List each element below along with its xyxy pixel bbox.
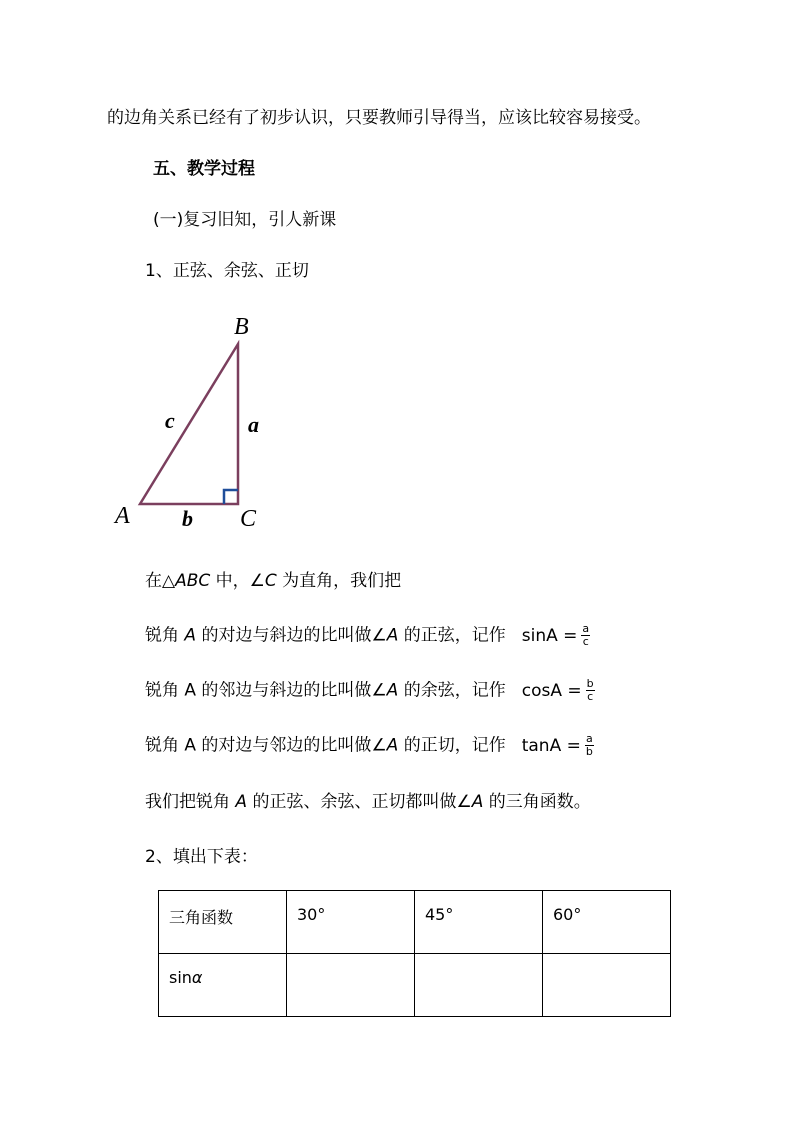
text-fragment: 的对边与斜边的比叫做 xyxy=(196,625,372,646)
table-cell-empty xyxy=(287,954,415,1017)
angle-symbol: ∠C xyxy=(249,571,277,591)
angle-variable: A xyxy=(235,792,248,812)
sine-definition xyxy=(145,623,590,648)
fraction-denominator: c xyxy=(587,690,594,703)
item1-heading: 1、正弦、余弦、正切 xyxy=(145,261,309,281)
cosine-fraction xyxy=(586,678,595,703)
table-header-cell: 60° xyxy=(543,891,671,954)
side-label-b: b xyxy=(182,506,193,531)
subsection-heading: (一)复习旧知，引人新课 xyxy=(153,210,337,230)
sine-formula-label: sinA = xyxy=(521,625,578,646)
triangle-name: ABC xyxy=(175,571,211,591)
cosine-definition xyxy=(145,678,595,703)
fraction-denominator: c xyxy=(582,635,589,648)
section-heading: 五、教学过程 xyxy=(153,159,255,179)
table-row xyxy=(159,954,671,1017)
tangent-fraction xyxy=(585,733,594,758)
cosine-formula-label: cosA = xyxy=(521,680,582,701)
table-cell-empty xyxy=(543,954,671,1017)
trig-values-table xyxy=(158,890,671,1017)
row-label-sin xyxy=(159,954,287,1017)
vertex-label-a: A xyxy=(115,503,130,529)
text-fragment: 为直角，我们把 xyxy=(276,571,402,591)
fraction-denominator: b xyxy=(585,745,593,758)
angle-symbol: ∠A xyxy=(371,680,399,701)
table-cell-empty xyxy=(415,954,543,1017)
angle-symbol: ∠A xyxy=(371,625,399,646)
fraction-numerator: a xyxy=(585,732,593,745)
vertex-label-c: C xyxy=(240,506,257,532)
text-fragment: 的正弦、余弦、正切都叫做 xyxy=(247,792,457,812)
text-fragment: 锐角 xyxy=(145,625,185,646)
table-header-cell: 45° xyxy=(415,891,543,954)
fraction-numerator: a xyxy=(582,622,590,635)
function-name: sin xyxy=(169,968,192,987)
text-fragment: 的正切，记作 xyxy=(398,735,506,756)
fraction-numerator: b xyxy=(586,677,594,690)
angle-symbol: ∠A xyxy=(456,792,484,812)
right-angle-marker xyxy=(224,490,238,504)
text-fragment: 在△ xyxy=(145,571,176,591)
item2-heading: 2、填出下表： xyxy=(145,847,258,867)
tangent-definition xyxy=(145,733,594,758)
definition-intro xyxy=(145,569,401,593)
text-fragment: 我们把锐角 xyxy=(145,792,236,812)
side-label-c: c xyxy=(165,408,175,433)
sine-fraction xyxy=(581,623,590,648)
text-fragment: 的三角函数。 xyxy=(483,792,591,812)
text-fragment: 中， xyxy=(210,571,250,591)
table-header-row xyxy=(159,891,671,954)
text-fragment: 锐角 A 的对边与邻边的比叫做 xyxy=(145,735,372,756)
text-fragment: 锐角 A 的邻边与斜边的比叫做 xyxy=(145,680,372,701)
table-header-cell: 30° xyxy=(287,891,415,954)
angle-variable: A xyxy=(184,625,197,646)
table-header-cell: 三角函数 xyxy=(159,891,287,954)
text-fragment: 的余弦，记作 xyxy=(398,680,506,701)
angle-variable: α xyxy=(191,968,203,987)
trig-function-summary xyxy=(145,790,591,814)
vertex-label-b: B xyxy=(234,314,249,340)
text-fragment: 的正弦，记作 xyxy=(398,625,506,646)
triangle-outline xyxy=(140,344,238,504)
angle-symbol: ∠A xyxy=(371,735,399,756)
side-label-a: a xyxy=(248,412,259,437)
tangent-formula-label: tanA = xyxy=(521,735,581,756)
intro-paragraph-line: 的边角关系已经有了初步认识，只要教师引导得当，应该比较容易接受。 xyxy=(107,108,651,128)
